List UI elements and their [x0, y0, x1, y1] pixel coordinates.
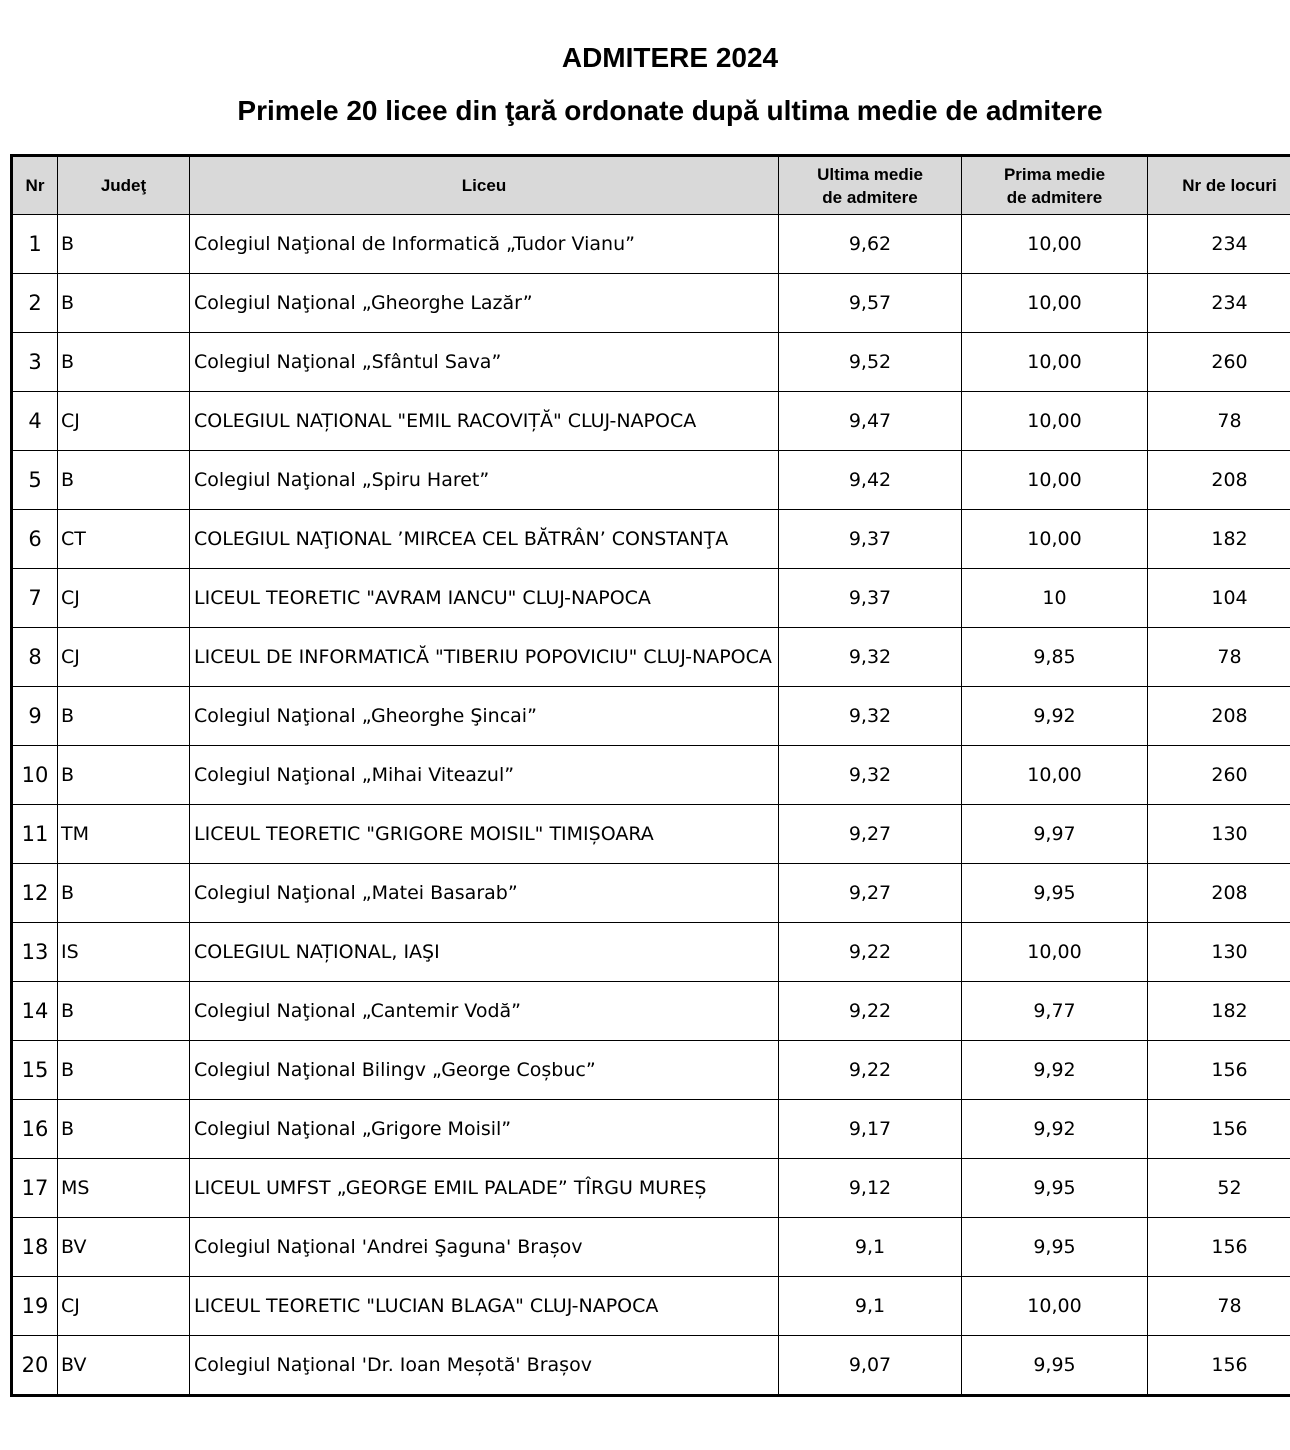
cell-nr: 16 — [12, 1100, 58, 1159]
cell-nr-locuri: 156 — [1148, 1336, 1290, 1396]
cell-nr: 19 — [12, 1277, 58, 1336]
cell-judet: CT — [58, 510, 190, 569]
cell-judet: B — [58, 451, 190, 510]
table-row — [12, 215, 1290, 274]
table-row — [12, 746, 1290, 805]
cell-judet: MS — [58, 1159, 190, 1218]
cell-liceu: Colegiul Naţional „Grigore Moisil” — [190, 1100, 779, 1159]
cell-ultima-medie: 9,27 — [779, 864, 962, 923]
cell-prima-medie: 10 — [962, 569, 1148, 628]
cell-ultima-medie: 9,07 — [779, 1336, 962, 1396]
cell-ultima-medie: 9,32 — [779, 687, 962, 746]
cell-prima-medie: 10,00 — [962, 923, 1148, 982]
cell-ultima-medie: 9,27 — [779, 805, 962, 864]
cell-ultima-medie: 9,37 — [779, 510, 962, 569]
column-header-nr-locuri: Nr de locuri — [1148, 156, 1290, 215]
table-row — [12, 1218, 1290, 1277]
table-row — [12, 1336, 1290, 1396]
ranking-table-container — [10, 154, 1290, 1397]
cell-judet: IS — [58, 923, 190, 982]
table-row — [12, 333, 1290, 392]
cell-nr: 4 — [12, 392, 58, 451]
cell-liceu: Colegiul Naţional „Gheorghe Şincai” — [190, 687, 779, 746]
cell-judet: BV — [58, 1218, 190, 1277]
cell-nr-locuri: 234 — [1148, 215, 1290, 274]
cell-nr-locuri: 208 — [1148, 864, 1290, 923]
cell-prima-medie: 9,95 — [962, 1159, 1148, 1218]
cell-nr: 14 — [12, 982, 58, 1041]
cell-prima-medie: 9,77 — [962, 982, 1148, 1041]
cell-nr-locuri: 156 — [1148, 1041, 1290, 1100]
cell-nr-locuri: 260 — [1148, 333, 1290, 392]
table-row — [12, 805, 1290, 864]
cell-liceu: Colegiul Naţional 'Andrei Şaguna' Brașov — [190, 1218, 779, 1277]
cell-ultima-medie: 9,22 — [779, 982, 962, 1041]
cell-ultima-medie: 9,42 — [779, 451, 962, 510]
cell-liceu: LICEUL DE INFORMATICĂ "TIBERIU POPOVICIU" CLUJ-NAPOCA — [190, 628, 779, 687]
cell-nr: 5 — [12, 451, 58, 510]
cell-prima-medie: 9,97 — [962, 805, 1148, 864]
table-row — [12, 628, 1290, 687]
cell-judet: B — [58, 982, 190, 1041]
cell-prima-medie: 9,92 — [962, 1100, 1148, 1159]
cell-liceu: Colegiul Naţional „Spiru Haret” — [190, 451, 779, 510]
cell-nr-locuri: 260 — [1148, 746, 1290, 805]
table-row — [12, 1159, 1290, 1218]
cell-nr-locuri: 182 — [1148, 982, 1290, 1041]
table-header-row — [12, 156, 1290, 215]
table-row — [12, 274, 1290, 333]
cell-judet: TM — [58, 805, 190, 864]
header-prima-line2: de admitere — [1006, 187, 1103, 207]
table-row — [12, 1277, 1290, 1336]
cell-nr: 2 — [12, 274, 58, 333]
cell-ultima-medie: 9,52 — [779, 333, 962, 392]
cell-liceu: Colegiul Naţional „Gheorghe Lazăr” — [190, 274, 779, 333]
cell-nr-locuri: 78 — [1148, 1277, 1290, 1336]
cell-nr: 1 — [12, 215, 58, 274]
table-row — [12, 982, 1290, 1041]
cell-prima-medie: 10,00 — [962, 510, 1148, 569]
cell-liceu: Colegiul Naţional „Matei Basarab” — [190, 864, 779, 923]
cell-nr: 20 — [12, 1336, 58, 1396]
cell-nr: 10 — [12, 746, 58, 805]
cell-prima-medie: 9,85 — [962, 628, 1148, 687]
cell-nr-locuri: 78 — [1148, 392, 1290, 451]
column-header-judet: Judeţ — [58, 156, 190, 215]
header-prima-line1: Prima medie — [1003, 164, 1106, 184]
table-row — [12, 392, 1290, 451]
cell-nr-locuri: 78 — [1148, 628, 1290, 687]
cell-liceu: LICEUL TEORETIC "LUCIAN BLAGA" CLUJ-NAPOCA — [190, 1277, 779, 1336]
cell-nr-locuri: 52 — [1148, 1159, 1290, 1218]
cell-prima-medie: 10,00 — [962, 451, 1148, 510]
cell-liceu: LICEUL TEORETIC "AVRAM IANCU" CLUJ-NAPOCA — [190, 569, 779, 628]
cell-liceu: LICEUL TEORETIC "GRIGORE MOISIL" TIMIȘOARA — [190, 805, 779, 864]
cell-judet: CJ — [58, 569, 190, 628]
cell-ultima-medie: 9,12 — [779, 1159, 962, 1218]
page-subtitle: Primele 20 licee din ţară ordonate după ultima medie de admitere — [237, 95, 1103, 126]
cell-nr: 15 — [12, 1041, 58, 1100]
cell-liceu: Colegiul Naţional 'Dr. Ioan Meșotă' Brașov — [190, 1336, 779, 1396]
cell-nr: 6 — [12, 510, 58, 569]
cell-ultima-medie: 9,37 — [779, 569, 962, 628]
cell-judet: B — [58, 1100, 190, 1159]
cell-ultima-medie: 9,1 — [779, 1218, 962, 1277]
cell-prima-medie: 10,00 — [962, 1277, 1148, 1336]
cell-prima-medie: 9,95 — [962, 1336, 1148, 1396]
table-row — [12, 687, 1290, 746]
cell-prima-medie: 9,95 — [962, 1218, 1148, 1277]
cell-liceu: COLEGIUL NAȚIONAL "EMIL RACOVIȚĂ" CLUJ-NAPOCA — [190, 392, 779, 451]
table-row — [12, 1100, 1290, 1159]
cell-nr: 17 — [12, 1159, 58, 1218]
cell-ultima-medie: 9,57 — [779, 274, 962, 333]
cell-nr-locuri: 130 — [1148, 805, 1290, 864]
header-ultima-line2: de admitere — [822, 187, 918, 207]
cell-ultima-medie: 9,22 — [779, 1041, 962, 1100]
cell-prima-medie: 9,92 — [962, 1041, 1148, 1100]
cell-prima-medie: 10,00 — [962, 215, 1148, 274]
cell-judet: BV — [58, 1336, 190, 1396]
cell-nr-locuri: 234 — [1148, 274, 1290, 333]
table-row — [12, 569, 1290, 628]
column-header-nr: Nr — [12, 156, 58, 215]
cell-prima-medie: 9,95 — [962, 864, 1148, 923]
cell-nr: 12 — [12, 864, 58, 923]
cell-ultima-medie: 9,47 — [779, 392, 962, 451]
column-header-liceu: Liceu — [190, 156, 779, 215]
cell-ultima-medie: 9,1 — [779, 1277, 962, 1336]
cell-judet: B — [58, 746, 190, 805]
cell-nr-locuri: 208 — [1148, 451, 1290, 510]
cell-judet: B — [58, 864, 190, 923]
cell-nr: 13 — [12, 923, 58, 982]
cell-liceu: COLEGIUL NAȚIONAL, IAŞI — [190, 923, 779, 982]
cell-liceu: Colegiul Naţional „Sfântul Sava” — [190, 333, 779, 392]
table-body — [12, 215, 1290, 1396]
cell-liceu: COLEGIUL NAŢIONAL ’MIRCEA CEL BĂTRÂN’ CONSTANŢA — [190, 510, 779, 569]
cell-nr-locuri: 156 — [1148, 1218, 1290, 1277]
cell-liceu: Colegiul Naţional Bilingv „George Coșbuc” — [190, 1041, 779, 1100]
cell-nr-locuri: 130 — [1148, 923, 1290, 982]
cell-nr: 11 — [12, 805, 58, 864]
cell-prima-medie: 10,00 — [962, 746, 1148, 805]
table-row — [12, 923, 1290, 982]
cell-ultima-medie: 9,62 — [779, 215, 962, 274]
cell-nr: 7 — [12, 569, 58, 628]
cell-judet: CJ — [58, 1277, 190, 1336]
table-row — [12, 510, 1290, 569]
column-header-ultima-medie — [779, 156, 962, 215]
cell-judet: B — [58, 215, 190, 274]
cell-nr: 18 — [12, 1218, 58, 1277]
cell-nr-locuri: 156 — [1148, 1100, 1290, 1159]
cell-nr: 8 — [12, 628, 58, 687]
ranking-table — [10, 154, 1290, 1397]
cell-ultima-medie: 9,22 — [779, 923, 962, 982]
header-ultima-line1: Ultima medie — [817, 164, 923, 184]
cell-nr: 3 — [12, 333, 58, 392]
cell-judet: B — [58, 333, 190, 392]
cell-judet: CJ — [58, 392, 190, 451]
cell-prima-medie: 10,00 — [962, 333, 1148, 392]
cell-nr-locuri: 182 — [1148, 510, 1290, 569]
table-row — [12, 864, 1290, 923]
cell-ultima-medie: 9,32 — [779, 746, 962, 805]
cell-liceu: Colegiul Naţional de Informatică „Tudor Vianu” — [190, 215, 779, 274]
cell-ultima-medie: 9,17 — [779, 1100, 962, 1159]
cell-nr: 9 — [12, 687, 58, 746]
page-title: ADMITERE 2024 — [561, 42, 779, 73]
cell-judet: B — [58, 687, 190, 746]
cell-judet: B — [58, 1041, 190, 1100]
cell-liceu: Colegiul Naţional „Mihai Viteazul” — [190, 746, 779, 805]
cell-prima-medie: 10,00 — [962, 392, 1148, 451]
table-row — [12, 451, 1290, 510]
table-row — [12, 1041, 1290, 1100]
cell-liceu: LICEUL UMFST „GEORGE EMIL PALADE” TÎRGU MUREȘ — [190, 1159, 779, 1218]
cell-judet: B — [58, 274, 190, 333]
cell-nr-locuri: 104 — [1148, 569, 1290, 628]
cell-judet: CJ — [58, 628, 190, 687]
cell-nr-locuri: 208 — [1148, 687, 1290, 746]
cell-ultima-medie: 9,32 — [779, 628, 962, 687]
cell-prima-medie: 10,00 — [962, 274, 1148, 333]
cell-liceu: Colegiul Naţional „Cantemir Vodă” — [190, 982, 779, 1041]
column-header-prima-medie — [962, 156, 1148, 215]
cell-prima-medie: 9,92 — [962, 687, 1148, 746]
